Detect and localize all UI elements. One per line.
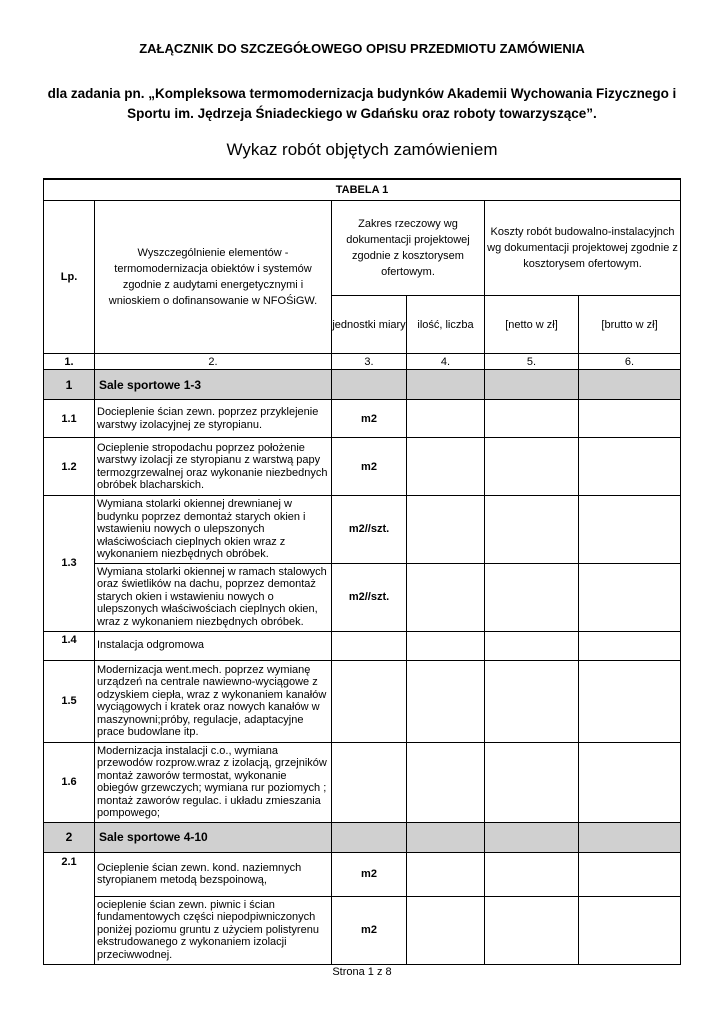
table-row — [44, 563, 681, 631]
row-number: 1.5 — [44, 660, 95, 742]
section-row — [44, 822, 681, 852]
document-title: ZAŁĄCZNIK DO SZCZEGÓŁOWEGO OPISU PRZEDMIOTU ZAMÓWIENIA — [139, 41, 585, 56]
page-number: Strona 1 z 8 — [332, 966, 392, 978]
table-row — [44, 438, 681, 496]
table-row — [44, 400, 681, 438]
column-number: 6. — [579, 354, 681, 370]
table-row — [44, 852, 681, 896]
table-row — [44, 742, 681, 822]
row-description: Ocieplenie stropodachu poprzez położenie warstwy izolacji ze styropianu z warstwą papy termozgrzewalnej oraz wykonanie niezbednych obróbek blacharskich. — [95, 438, 332, 496]
table-caption: TABELA 1 — [44, 179, 681, 201]
column-header-gross: [brutto w zł] — [579, 296, 681, 354]
works-table — [43, 178, 681, 965]
row-description: Instalacja odgromowa — [95, 631, 332, 660]
section-number: 2 — [44, 822, 95, 852]
row-number: 1.4 — [44, 631, 95, 660]
column-number: 1. — [44, 354, 95, 370]
table-row — [44, 496, 681, 564]
row-unit — [332, 631, 407, 660]
column-header-description: Wyszczególnienie elementów - termomodernizacja obiektów i systemów zgodnie z audytami energetycznymi i wnioskiem o dofinansowanie w NFOŚiGW. — [95, 201, 332, 354]
row-unit: m2//szt. — [332, 496, 407, 564]
row-unit: m2//szt. — [332, 563, 407, 631]
row-unit: m2 — [332, 852, 407, 896]
row-number: 1.2 — [44, 438, 95, 496]
column-header-unit: jednostki miary — [332, 296, 407, 354]
row-number: 1.1 — [44, 400, 95, 438]
row-unit — [332, 742, 407, 822]
table-row — [44, 631, 681, 660]
column-number: 4. — [407, 354, 485, 370]
row-description: Wymiana stolarki okiennej w ramach stalowych oraz świetlików na dachu, poprzez demontaż starych okien i wstawieniu nowych o ulepszonych właściwościach cieplnych okien, wraz z wykonaniem niezbędnych obróbek. — [95, 563, 332, 631]
table-row — [44, 660, 681, 742]
column-number: 5. — [485, 354, 579, 370]
row-description: ocieplenie ścian zewn. piwnic i ścian fundamentowych części niepodpiwniczonych poniżej poziomu gruntu z użyciem polistyrenu ekstrudowanego z wykonaniem izolacji przeciwwodnej. — [95, 896, 332, 964]
row-description: Modernizacja instalacji c.o., wymiana przewodów rozprow.wraz z izolacją, grzejników montaż zaworów termostat, wykonanie obiegów grzewczych; wymiana rur poziomych ; montaż zaworów regulac. i układu zmieszania pompowego; — [95, 742, 332, 822]
list-title: Wykaz robót objętych zamówieniem — [226, 140, 498, 159]
section-name: Sale sportowe 4-10 — [95, 822, 332, 852]
column-header-cost: Koszty robót budowalno-instalacyjnch wg dokumentacji projektowej zgodnie z kosztorysem ofertowym. — [485, 201, 681, 296]
column-header-lp: Lp. — [44, 201, 95, 354]
section-row — [44, 370, 681, 400]
column-number: 2. — [95, 354, 332, 370]
row-description: Docieplenie ścian zewn. poprzez przyklejenie warstwy izolacyjnej ze styropianu. — [95, 400, 332, 438]
task-subtitle: dla zadania pn. „Kompleksowa termomodernizacja budynków Akademii Wychowania Fizycznego i Sportu im. Jędrzeja Śniadeckiego w Gdańsku oraz roboty towarzyszące”. — [47, 86, 677, 121]
row-description: Ocieplenie ścian zewn. kond. naziemnych styropianem metodą bezspoinową, — [95, 852, 332, 896]
row-unit: m2 — [332, 896, 407, 964]
section-name: Sale sportowe 1-3 — [95, 370, 332, 400]
row-description: Wymiana stolarki okiennej drewnianej w budynku poprzez demontaż starych okien i wstawieniu nowych o ulepszonych właściwościach cieplnych okien wraz z wykonaniem niezbędnych obróbek. — [95, 496, 332, 564]
column-header-quantity: ilość, liczba — [407, 296, 485, 354]
column-header-scope: Zakres rzeczowy wg dokumentacji projektowej zgodnie z kosztorysem ofertowym. — [332, 201, 485, 296]
row-unit — [332, 660, 407, 742]
row-unit: m2 — [332, 400, 407, 438]
column-number: 3. — [332, 354, 407, 370]
row-description: Modernizacja went.mech. poprzez wymianę urządzeń na centrale nawiewno-wyciągowe z odzyskiem ciepła, wraz z wykonaniem kanałów wyciągowych i kratek oraz nowych kanałów w maszynowni;próby, regulacje, adaptacyjne prace budowlane itp. — [95, 660, 332, 742]
column-number-row — [44, 354, 681, 370]
row-number: 2.1 — [44, 852, 95, 964]
row-unit: m2 — [332, 438, 407, 496]
row-number: 1.3 — [44, 496, 95, 632]
column-header-net: [netto w zł] — [485, 296, 579, 354]
section-number: 1 — [44, 370, 95, 400]
table-row — [44, 896, 681, 964]
row-number: 1.6 — [44, 742, 95, 822]
